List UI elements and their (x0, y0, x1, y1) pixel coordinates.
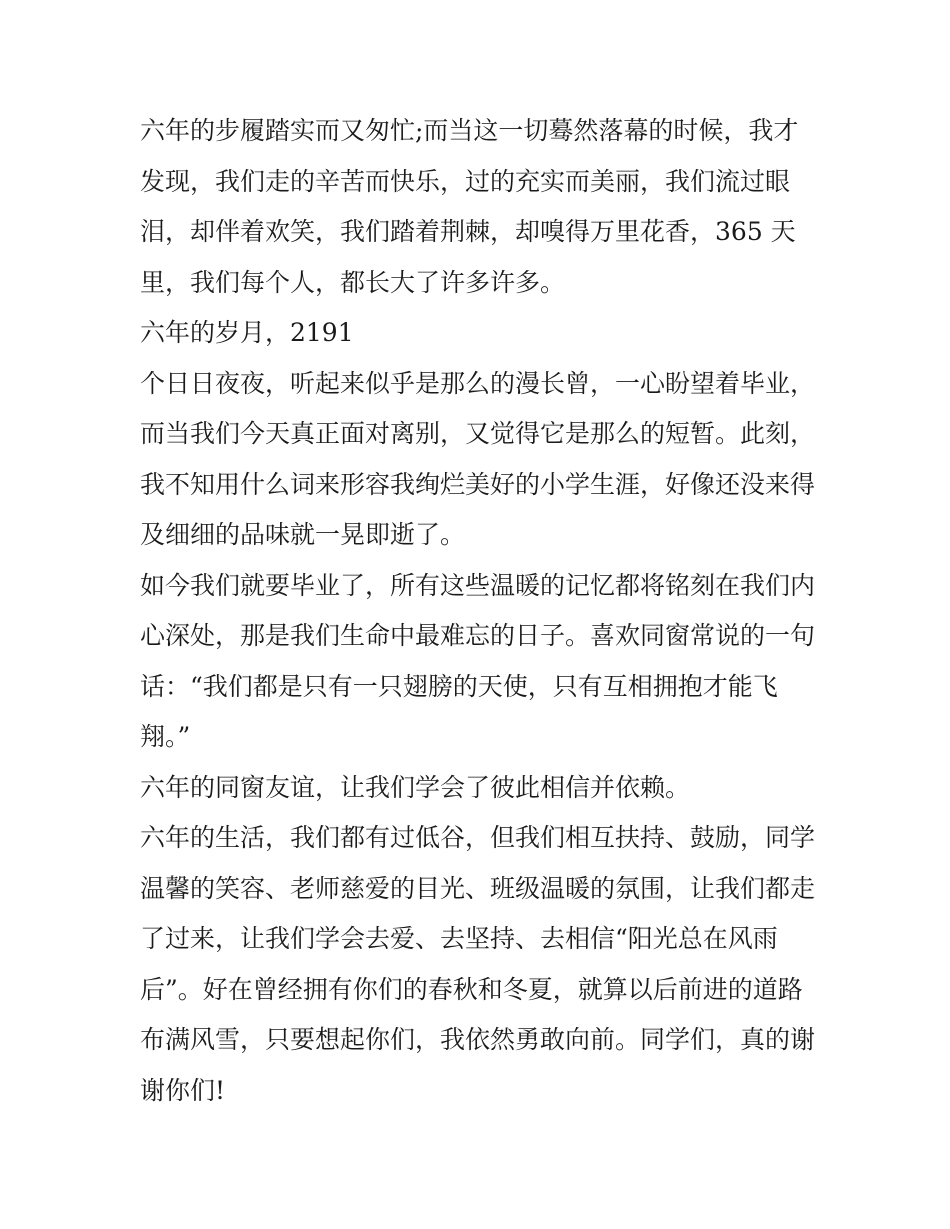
text-line: 谢你们! (140, 1075, 226, 1105)
text-line: 六年的同窗友谊，让我们学会了彼此相信并依赖。 (140, 772, 691, 802)
text-line: 如今我们就要毕业了，所有这些温暖的记忆都将铭刻在我们内 (140, 570, 816, 600)
text-line: 而当我们今天真正面对离别，又觉得它是那么的短暂。此刻， (140, 419, 816, 448)
text-line: 泪，却伴着欢笑，我们踏着荆棘，却嗅得万里花香，365 天 (140, 217, 796, 246)
text-line: 了过来，让我们学会去爱、去坚持、去相信“阳光总在风雨 (140, 924, 778, 953)
text-line: 六年的岁月，2191 (140, 318, 354, 347)
text-line: 翔。” (140, 722, 191, 751)
text-line: 发现，我们走的辛苦而快乐，过的充实而美丽，我们流过眼 (140, 166, 791, 196)
text-line: 个日日夜夜，听起来似乎是那么的漫长曾，一心盼望着毕业， (140, 368, 816, 398)
text-line: 心深处，那是我们生命中最难忘的日子。喜欢同窗常说的一句 (140, 621, 816, 650)
text-line: 布满风雪，只要想起你们，我依然勇敢向前。同学们，真的谢 (140, 1025, 816, 1054)
text-line: 六年的生活，我们都有过低谷，但我们相互扶持、鼓励，同学 (140, 823, 816, 852)
text-line: 温馨的笑容、老师慈爱的目光、班级温暖的氛围，让我们都走 (140, 873, 816, 903)
text-line: 里，我们每个人，都长大了许多许多。 (140, 267, 566, 297)
text-line: 后”。好在曾经拥有你们的春秋和冬夏，就算以后前进的道路 (140, 974, 803, 1004)
text-line: 六年的步履踏实而又匆忙;而当这一切蓦然落幕的时候，我才 (140, 116, 799, 145)
text-line: 及细细的品味就一晃即逝了。 (140, 520, 466, 549)
text-line: 话：“我们都是只有一只翅膀的天使，只有互相拥抱才能飞 (140, 671, 778, 701)
document-body (140, 106, 820, 1116)
text-line: 我不知用什么词来形容我绚烂美好的小学生涯，好像还没来得 (140, 469, 816, 499)
